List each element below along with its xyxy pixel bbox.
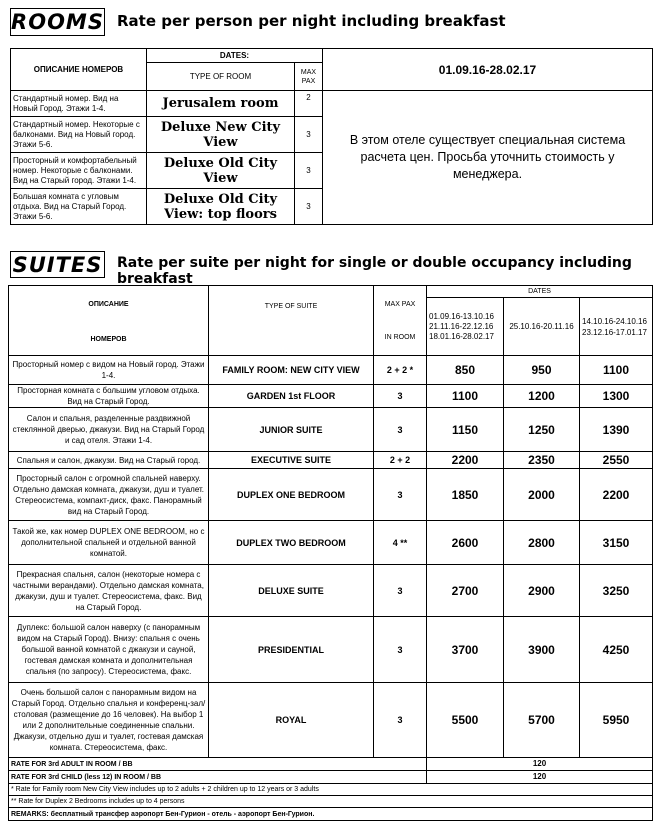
extra-label: RATE FOR 3rd CHILD (less 12) IN ROOM / BB xyxy=(9,771,427,784)
suites-col-pax xyxy=(374,286,427,356)
suite-type: EXECUTIVE SUITE xyxy=(209,452,374,469)
suite-row xyxy=(9,452,653,469)
rooms-row-type: Jerusalem room xyxy=(147,91,295,117)
suite-price: 3900 xyxy=(504,617,580,683)
suite-pax: 4 ** xyxy=(374,521,427,565)
footnote: * Rate for Family room New City View includes up to 2 adults + 2 children up to 12 years or 3 adults xyxy=(9,784,653,796)
suite-price: 2200 xyxy=(427,452,504,469)
remarks: REMARKS: бесплатный трансфер аэропорт Бен-Гурион - отель - аэропорт Бен-Гурион. xyxy=(9,808,653,821)
suite-pax: 2 + 2 xyxy=(374,452,427,469)
suite-type: DUPLEX TWO BEDROOM xyxy=(209,521,374,565)
suite-price: 2350 xyxy=(504,452,580,469)
rooms-tag: ROOMS xyxy=(11,10,104,34)
suites-dates-label: DATES xyxy=(427,286,653,298)
extra-value: 120 xyxy=(427,771,653,784)
suite-type: JUNIOR SUITE xyxy=(209,408,374,452)
suite-desc: Дуплекс: большой салон наверху (с панорамным видом на Старый Город). Внизу: спальня с очень большой ванной комнатой с джакузи и сауной, гостевая дамская комната и дополнительная спальня (по запросу). Стереосистема, факс. xyxy=(9,617,209,683)
suites-col-pax-top: MAX PAX xyxy=(384,301,416,308)
suites-period: 14.10.16-24.10.16 23.12.16-17.01.17 xyxy=(580,298,653,356)
suite-row xyxy=(9,521,653,565)
suite-price: 4250 xyxy=(580,617,653,683)
suite-price: 1150 xyxy=(427,408,504,452)
suites-col-desc xyxy=(9,286,209,356)
suites-col-type: TYPE OF SUITE xyxy=(209,286,374,356)
suite-price: 950 xyxy=(504,356,580,385)
rooms-table xyxy=(10,48,653,225)
rooms-col-type: TYPE OF ROOM xyxy=(147,63,295,91)
suite-desc: Просторный номер с видом на Новый город. Этажи 1-4. xyxy=(9,356,209,385)
suite-desc: Салон и спальня, разделенные раздвижной стеклянной дверью, джакузи. Вид на Старый Город и сад отеля. Этажи 1-4. xyxy=(9,408,209,452)
suite-type: DELUXE SUITE xyxy=(209,565,374,617)
rooms-note: В этом отеле существует специальная система расчета цен. Просьба уточнить стоимость у менеджера. xyxy=(323,91,653,225)
rooms-row-desc: Стандартный номер. Вид на Новый Город. Этажи 1-4. xyxy=(11,91,147,117)
rooms-heading: Rate per person per night including breakfast xyxy=(117,12,506,30)
suite-price: 5500 xyxy=(427,683,504,758)
suite-price: 2600 xyxy=(427,521,504,565)
rooms-row-type: Deluxe Old City View xyxy=(147,153,295,189)
suite-price: 1850 xyxy=(427,469,504,521)
rooms-period: 01.09.16-28.02.17 xyxy=(323,49,653,91)
suite-pax: 3 xyxy=(374,565,427,617)
suite-pax: 2 + 2 * xyxy=(374,356,427,385)
rooms-row-desc: Просторный и комфортабельный номер. Некоторые с балконами. Вид на Старый город. Этажи 1-4. xyxy=(11,153,147,189)
suites-col-pax-bottom: IN ROOM xyxy=(384,334,416,341)
suite-pax: 3 xyxy=(374,408,427,452)
suite-desc: Прекрасная спальня, салон (некоторые номера с частными верандами). Отдельно дамская комната, джакузи, душ и туалет. Стереосистема, факс. Вид на Старый Город. xyxy=(9,565,209,617)
suite-row xyxy=(9,617,653,683)
footnote: ** Rate for Duplex 2 Bedrooms includes up to 4 persons xyxy=(9,796,653,808)
suite-price: 2000 xyxy=(504,469,580,521)
suites-col-desc-top: ОПИСАНИЕ xyxy=(88,301,129,308)
extra-label: RATE FOR 3rd ADULT IN ROOM / BB xyxy=(9,758,427,771)
suite-price: 1250 xyxy=(504,408,580,452)
suites-body xyxy=(8,355,653,758)
suite-price: 1200 xyxy=(504,385,580,408)
suite-type: PRESIDENTIAL xyxy=(209,617,374,683)
suite-row xyxy=(9,469,653,521)
suite-price: 2700 xyxy=(427,565,504,617)
suite-desc: Просторный салон с огромной спальней наверху. Отдельно дамская комната, джакузи, душ и туалет. Стереосистема, компакт-диск, факс. Панорамный вид на Старый Город. xyxy=(9,469,209,521)
suite-pax: 3 xyxy=(374,385,427,408)
rooms-col-pax: MAX PAX xyxy=(295,63,323,91)
suite-type: DUPLEX ONE BEDROOM xyxy=(209,469,374,521)
rooms-row-desc: Стандартный номер. Некоторые с балконами. Вид на Новый город. Этажи 5-6. xyxy=(11,117,147,153)
rooms-row-pax: 2 xyxy=(295,91,323,117)
suite-desc: Такой же, как номер DUPLEX ONE BEDROOM, но с дополнительной спальней и отдельной ванной комнатой. xyxy=(9,521,209,565)
suite-type: FAMILY ROOM: NEW CITY VIEW xyxy=(209,356,374,385)
rooms-row-pax: 3 xyxy=(295,189,323,225)
suite-price: 2550 xyxy=(580,452,653,469)
rooms-row-pax: 3 xyxy=(295,117,323,153)
suite-price: 2200 xyxy=(580,469,653,521)
suites-col-desc-bottom: НОМЕРОВ xyxy=(90,336,127,343)
suite-desc: Очень большой салон с панорамным видом на Старый Город. Отдельно спальня и конференц-зал/столовая (размещение до 16 человек). На выбор 1 или 2 дополнительные соединенные спальни. Джакузи, отдельно душ и туалет, гостевая дамская комната. Стереосистема, факс. xyxy=(9,683,209,758)
suite-price: 2900 xyxy=(504,565,580,617)
suite-row xyxy=(9,565,653,617)
suite-price: 1390 xyxy=(580,408,653,452)
suite-price: 1100 xyxy=(580,356,653,385)
rooms-row-type: Deluxe Old City View: top floors xyxy=(147,189,295,225)
suite-pax: 3 xyxy=(374,683,427,758)
suites-period: 01.09.16-13.10.16 21.11.16-22.12.16 18.01.16-28.02.17 xyxy=(427,298,504,356)
suite-price: 1300 xyxy=(580,385,653,408)
suites-table xyxy=(8,285,653,356)
suite-row xyxy=(9,385,653,408)
suite-row xyxy=(9,683,653,758)
extra-value: 120 xyxy=(427,758,653,771)
suite-row xyxy=(9,356,653,385)
suite-price: 1100 xyxy=(427,385,504,408)
rooms-row-desc: Большая комната с угловым отдыха. Вид на Старый Город. Этажи 5-6. xyxy=(11,189,147,225)
suite-pax: 3 xyxy=(374,617,427,683)
rooms-row-pax: 3 xyxy=(295,153,323,189)
rooms-col-desc: ОПИСАНИЕ НОМЕРОВ xyxy=(11,49,147,91)
suite-price: 2800 xyxy=(504,521,580,565)
suite-price: 5700 xyxy=(504,683,580,758)
suite-desc: Просторная комната с большим угловом отдыха. Вид на Старый Город. xyxy=(9,385,209,408)
suite-price: 3150 xyxy=(580,521,653,565)
suite-desc: Спальня и салон, джакузи. Вид на Старый город. xyxy=(9,452,209,469)
suite-price: 3700 xyxy=(427,617,504,683)
suite-price: 850 xyxy=(427,356,504,385)
suite-pax: 3 xyxy=(374,469,427,521)
suite-row xyxy=(9,408,653,452)
suite-price: 5950 xyxy=(580,683,653,758)
suite-price: 3250 xyxy=(580,565,653,617)
extra-table xyxy=(8,757,653,821)
suite-type: ROYAL xyxy=(209,683,374,758)
rooms-dates-label: DATES: xyxy=(147,49,323,63)
suites-period: 25.10.16-20.11.16 xyxy=(504,298,580,356)
suite-type: GARDEN 1st FLOOR xyxy=(209,385,374,408)
suites-heading: Rate per suite per night for single or double occupancy including breakfast xyxy=(117,255,632,287)
suites-tag: SUITES xyxy=(10,251,105,278)
rooms-row-type: Deluxe New City View xyxy=(147,117,295,153)
